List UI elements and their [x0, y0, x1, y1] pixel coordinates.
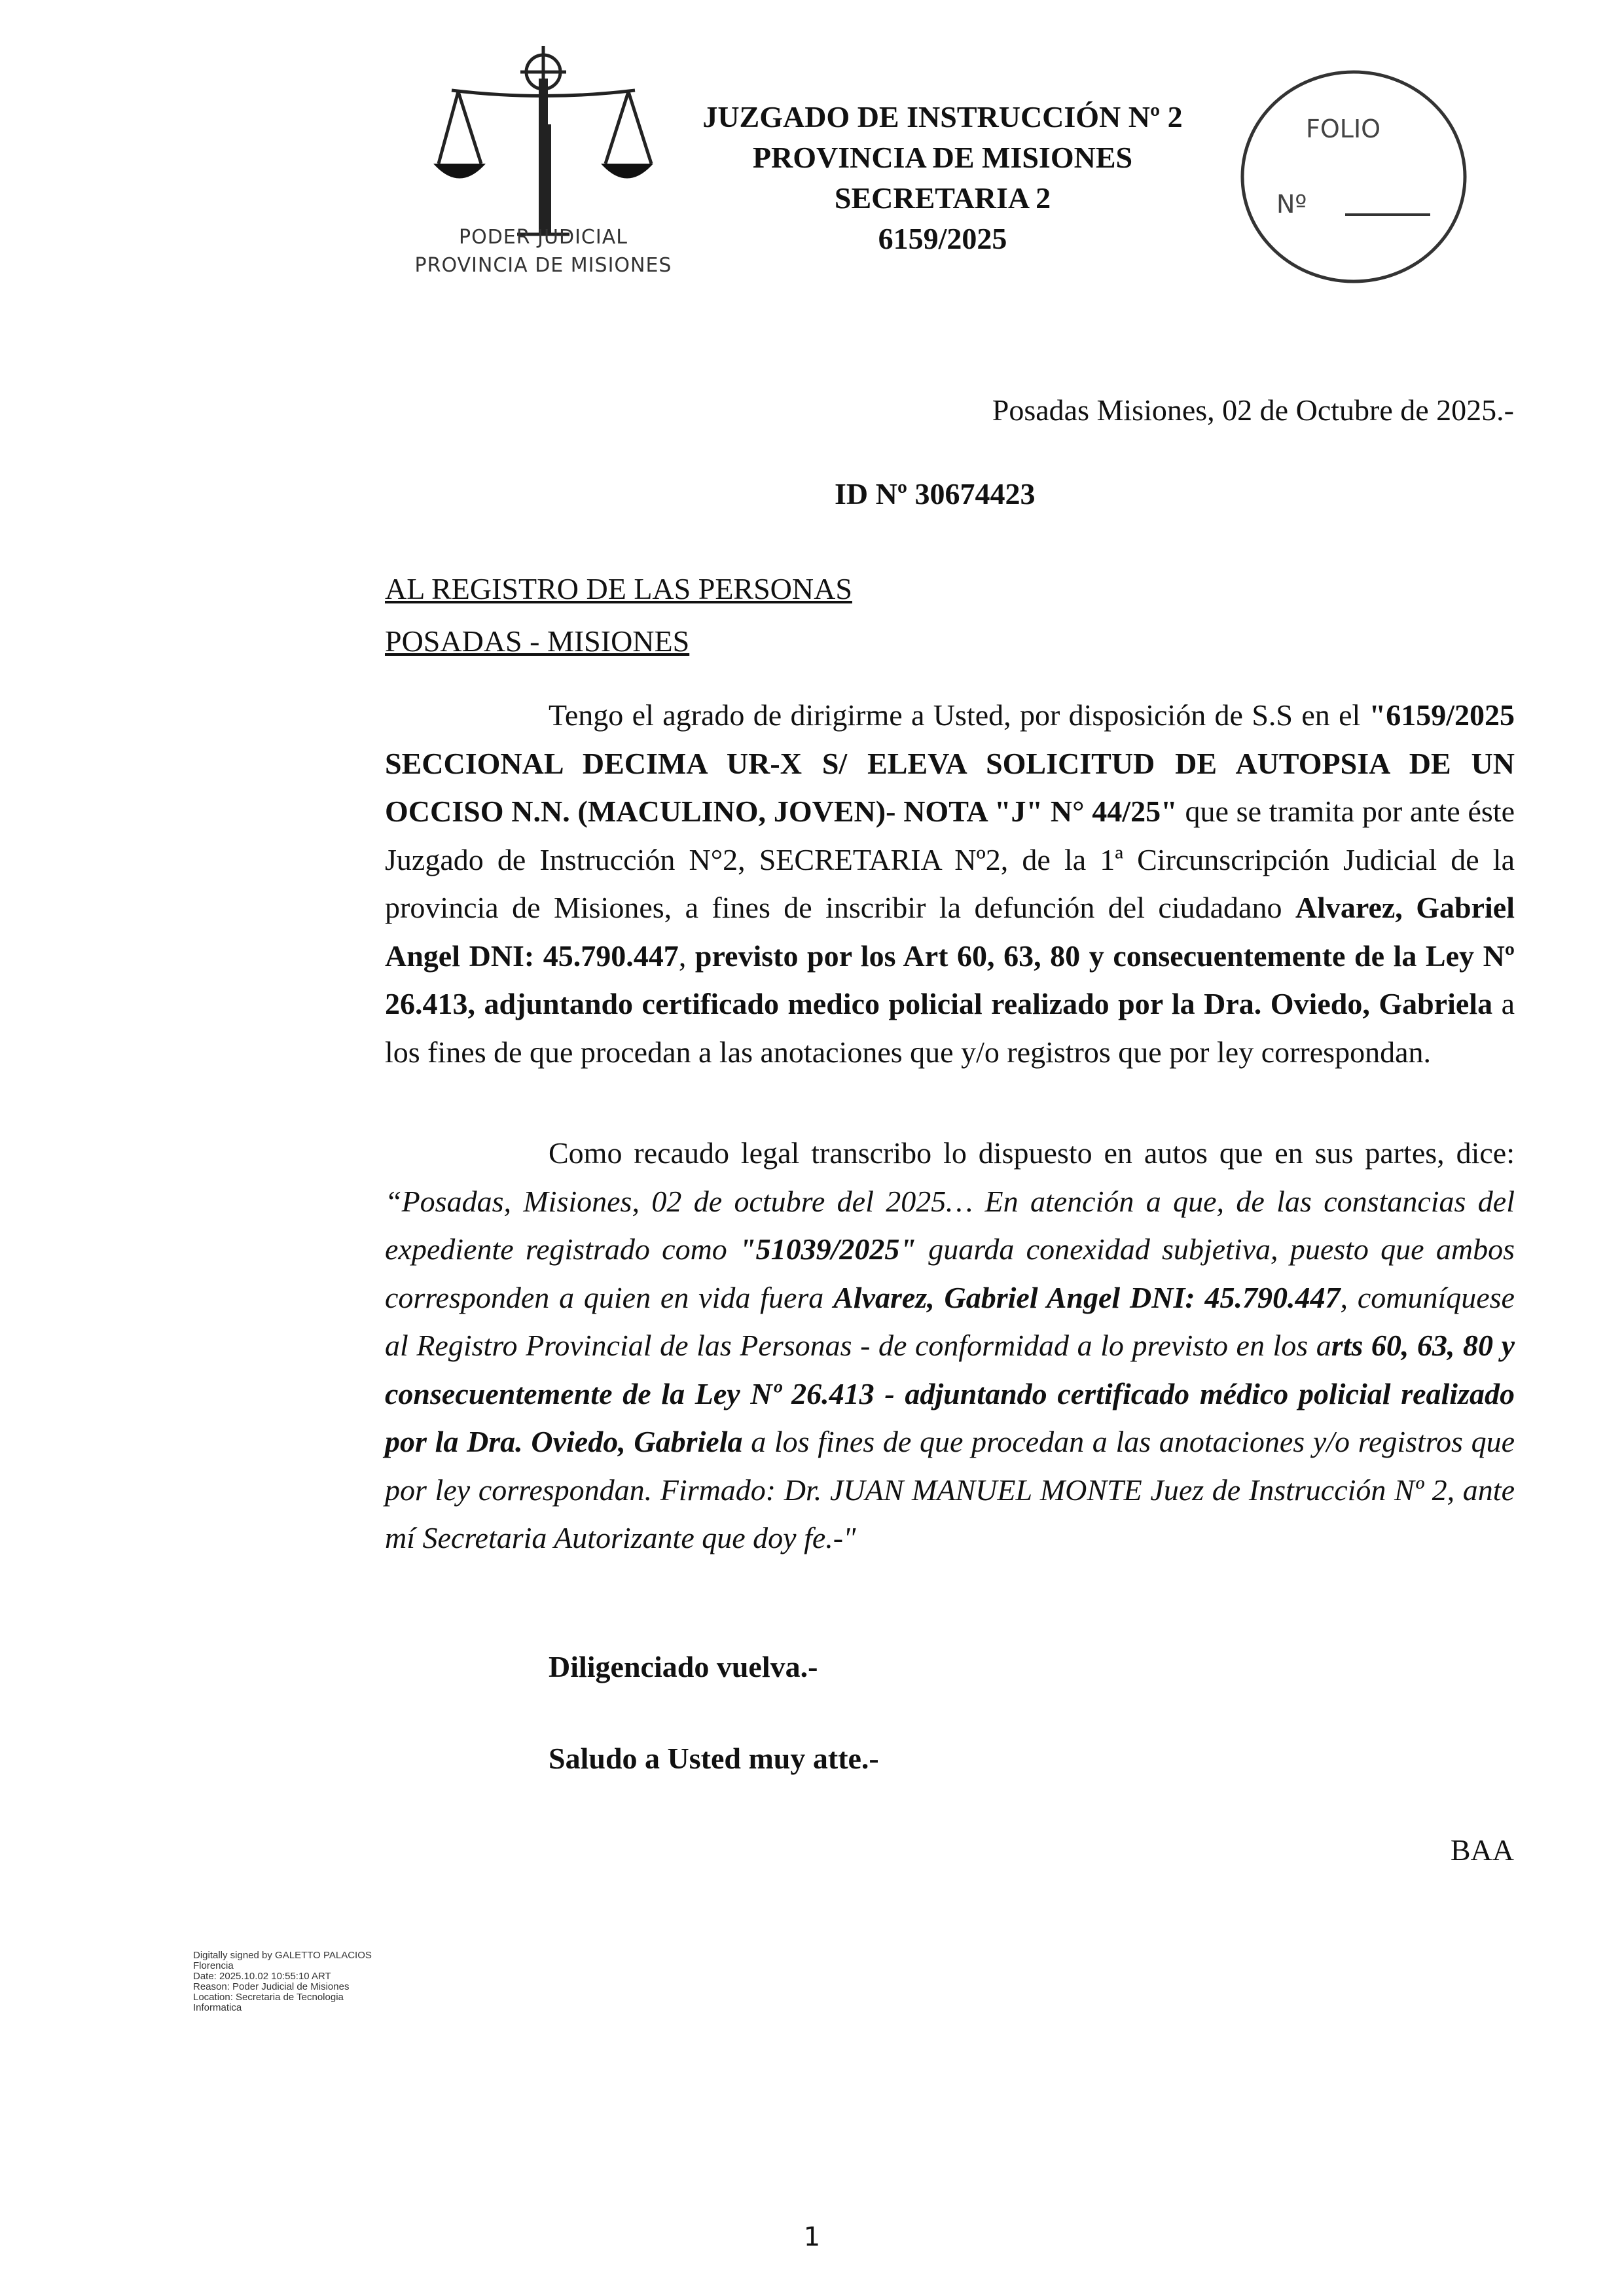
- p2-quote-1: “Posadas, Misiones, 02 de octubre del 2025… En atención a que, de las constancias del expediente registrado como: [385, 1184, 1515, 1266]
- author-initials: BAA: [1450, 1833, 1514, 1867]
- signature-line-5: Location: Secretaria de Tecnologia: [193, 1992, 344, 2003]
- p1-deceased-name: Alvarez, Gabriel Angel DNI: 45.790.447: [385, 891, 1515, 973]
- court-line-2: PROVINCIA DE MISIONES: [752, 141, 1133, 174]
- signature-line-2: Florencia: [193, 1960, 234, 1971]
- recipient-line-2: POSADAS - MISIONES: [385, 624, 690, 658]
- signature-line-1: Digitally signed by GALETTO PALACIOS: [193, 1950, 372, 1961]
- p2-text-1: Como recaudo legal transcribo lo dispuesto en autos que en sus partes, dice:: [549, 1136, 1515, 1170]
- court-line-3: SECRETARIA 2: [834, 181, 1051, 215]
- court-line-1: JUZGADO DE INSTRUCCIÓN Nº 2: [702, 100, 1183, 134]
- p1-text-4: a los fines de que procedan a las anotaciones que y/o registros que por ley correspondan.: [385, 987, 1515, 1069]
- date-line: Posadas Misiones, 02 de Octubre de 2025.-: [992, 393, 1514, 427]
- page-number: 1: [803, 2222, 821, 2252]
- body-paragraph-2: [385, 1129, 1515, 1562]
- signature-line-4: Reason: Poder Judicial de Misiones: [193, 1981, 350, 1992]
- digital-signature: [193, 1950, 468, 2013]
- p1-text-3: ,: [678, 939, 695, 973]
- folio-circle-icon: [1237, 65, 1473, 288]
- recipient-line-1: AL REGISTRO DE LAS PERSONAS: [385, 572, 852, 605]
- recipient: [385, 563, 852, 668]
- diligenciado-line: Diligenciado vuelva.-: [549, 1650, 818, 1683]
- p2-quote-2: guarda conexidad subjetiva, puesto que ambos corresponden a quien en vida fuera: [385, 1232, 1515, 1314]
- logo-line-2: PROVINCIA DE MISIONES: [414, 254, 672, 277]
- scales-of-justice-icon: [432, 39, 655, 242]
- folio-number-label: Nº: [1276, 190, 1307, 219]
- signature-line-6: Informatica: [193, 2002, 242, 2013]
- saludo-line: Saludo a Usted muy atte.-: [549, 1742, 879, 1775]
- p1-text-2: que se tramita por ante éste Juzgado de Instrucción N°2, SECRETARIA Nº2, de la 1ª Circunscripción Judicial de la provincia de Misiones, a fines de inscribir la defunción del ciudadano: [385, 795, 1515, 924]
- court-line-4: 6159/2025: [878, 222, 1007, 255]
- p1-case-title: "6159/2025 SECCIONAL DECIMA UR-X S/ ELEVA SOLICITUD DE AUTOPSIA DE UN OCCISO N.N. (MACULINO, JOVEN)- NOTA "J" N° 44/25": [385, 698, 1515, 828]
- folio-stamp: [1237, 65, 1473, 288]
- folio-label: FOLIO: [1306, 115, 1381, 143]
- body-paragraph-1: [385, 691, 1515, 1076]
- document-id: ID Nº 30674423: [835, 477, 1036, 511]
- p2-deceased-name: Alvarez, Gabriel Angel DNI: 45.790.447: [833, 1280, 1341, 1314]
- p1-legal-basis: previsto por los Art 60, 63, 80 y consecuentemente de la Ley Nº 26.413, adjuntando certificado medico policial realizado por la Dra. Oviedo, Gabriela: [385, 939, 1515, 1020]
- p2-quote-4: a los fines de que procedan a las anotaciones y/o registros que por ley correspondan. Firmado: Dr. JUAN MANUEL MONTE Juez de Instrucción Nº 2, ante mí Secretaria Autorizante que doy fe.-": [385, 1425, 1515, 1554]
- logo-line-1: PODER JUDICIAL: [459, 226, 628, 249]
- poder-judicial-logo: [406, 39, 681, 295]
- p2-quote-3: , comuníquese al Registro Provincial de las Personas - de conformidad a lo previsto en los a: [385, 1280, 1515, 1362]
- p1-text-1: Tengo el agrado de dirigirme a Usted, por disposición de S.S en el: [549, 698, 1369, 732]
- p2-file-number: "51039/2025": [739, 1232, 916, 1266]
- p2-legal-basis: rts 60, 63, 80 y consecuentemente de la Ley Nº 26.413 - adjuntando certificado médico policial realizado por la Dra. Oviedo, Gabriela: [385, 1329, 1515, 1458]
- court-header: [681, 97, 1204, 259]
- signature-line-3: Date: 2025.10.02 10:55:10 ART: [193, 1971, 331, 1982]
